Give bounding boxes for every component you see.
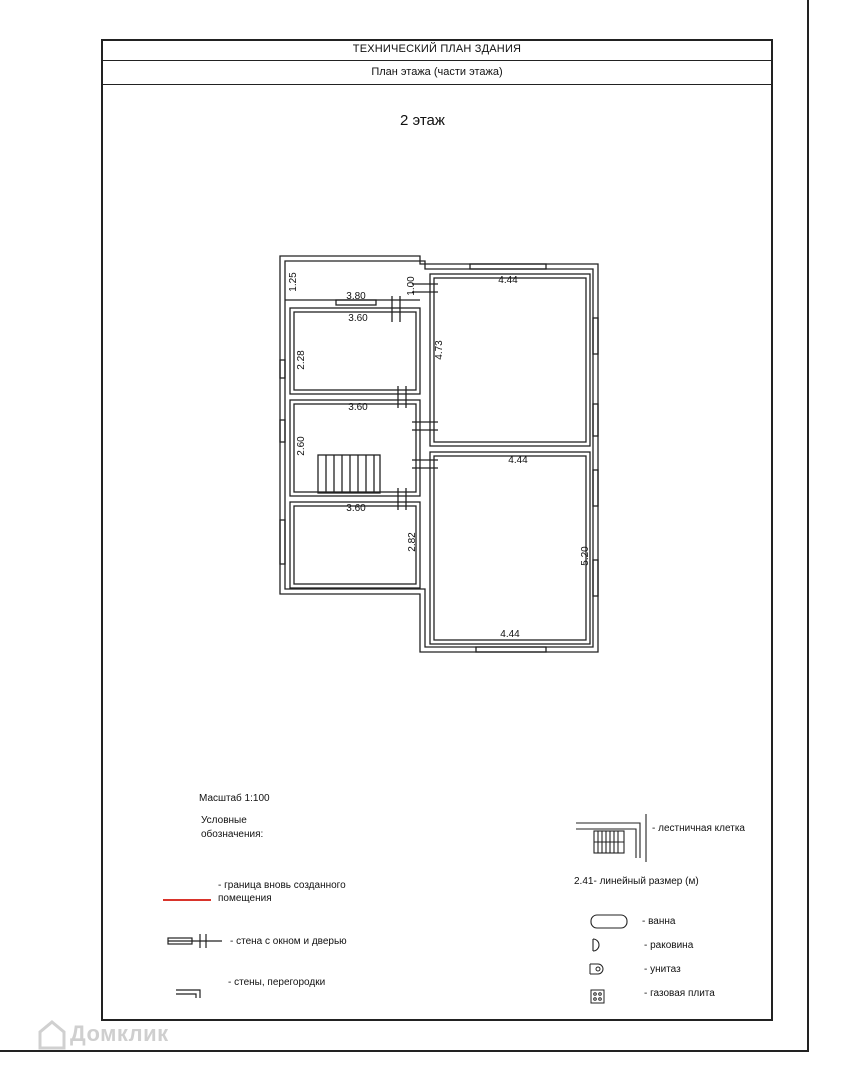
floor-title: 2 этаж (400, 112, 445, 129)
legend-wall-window-door: - стена с окном и дверью (230, 936, 347, 947)
dim-5-20: 5.20 (580, 546, 591, 566)
outer-wall-inner (285, 261, 593, 647)
sheet-subtitle: План этажа (части этажа) (101, 61, 773, 85)
legend-toilet: - унитаз (644, 964, 681, 975)
room-520 (430, 452, 590, 644)
legend-gas-stove: - газовая плита (644, 988, 715, 999)
dim-3-60-b: 3.60 (348, 402, 368, 413)
watermark-logo-icon (38, 1020, 66, 1050)
legend-sink: - раковина (644, 940, 694, 951)
wall-window-door-symbol (168, 934, 222, 948)
sink-icon (593, 939, 599, 951)
dim-4-44-mid: 4.44 (508, 455, 528, 466)
conventions-heading-line1: Условные (201, 815, 247, 826)
room-473 (430, 274, 590, 446)
dim-2-28: 2.28 (296, 350, 307, 370)
legend-stairwell: - лестничная клетка (652, 823, 745, 834)
room-282 (290, 502, 420, 588)
gas-stove-icon (591, 990, 604, 1003)
legend-boundary-line1: - граница вновь созданного (218, 880, 346, 891)
stairwell-icon (576, 814, 646, 862)
legend-bath: - ванна (642, 916, 676, 927)
dim-1-25: 1.25 (288, 272, 299, 292)
room-stairs (290, 400, 420, 496)
dim-4-44-bottom: 4.44 (500, 629, 520, 640)
scale-label: Масштаб 1:100 (199, 793, 270, 804)
dim-2-60: 2.60 (296, 436, 307, 456)
stair-flight (318, 455, 380, 493)
dim-3-60-a: 3.60 (348, 313, 368, 324)
dim-4-73: 4.73 (434, 340, 445, 360)
conventions-heading-line2: обозначения: (201, 829, 264, 840)
dim-1-00: 1.00 (406, 276, 417, 296)
outer-wall (280, 256, 598, 652)
legend-boundary-line2: помещения (218, 893, 272, 904)
dim-2-82: 2.82 (407, 532, 418, 552)
watermark-text: Домклик (70, 1021, 169, 1046)
legend-linear-size: 2.41- линейный размер (м) (574, 876, 699, 887)
toilet-icon (590, 964, 603, 974)
bath-icon (591, 915, 627, 928)
dim-4-44-top: 4.44 (498, 275, 518, 286)
legend-walls-partitions: - стены, перегородки (228, 977, 326, 988)
dim-3-60-c: 3.60 (346, 503, 366, 514)
dim-3-80: 3.80 (346, 291, 366, 302)
sheet-title: ТЕХНИЧЕСКИЙ ПЛАН ЗДАНИЯ (101, 39, 773, 61)
wall-partition-symbol (176, 990, 200, 998)
